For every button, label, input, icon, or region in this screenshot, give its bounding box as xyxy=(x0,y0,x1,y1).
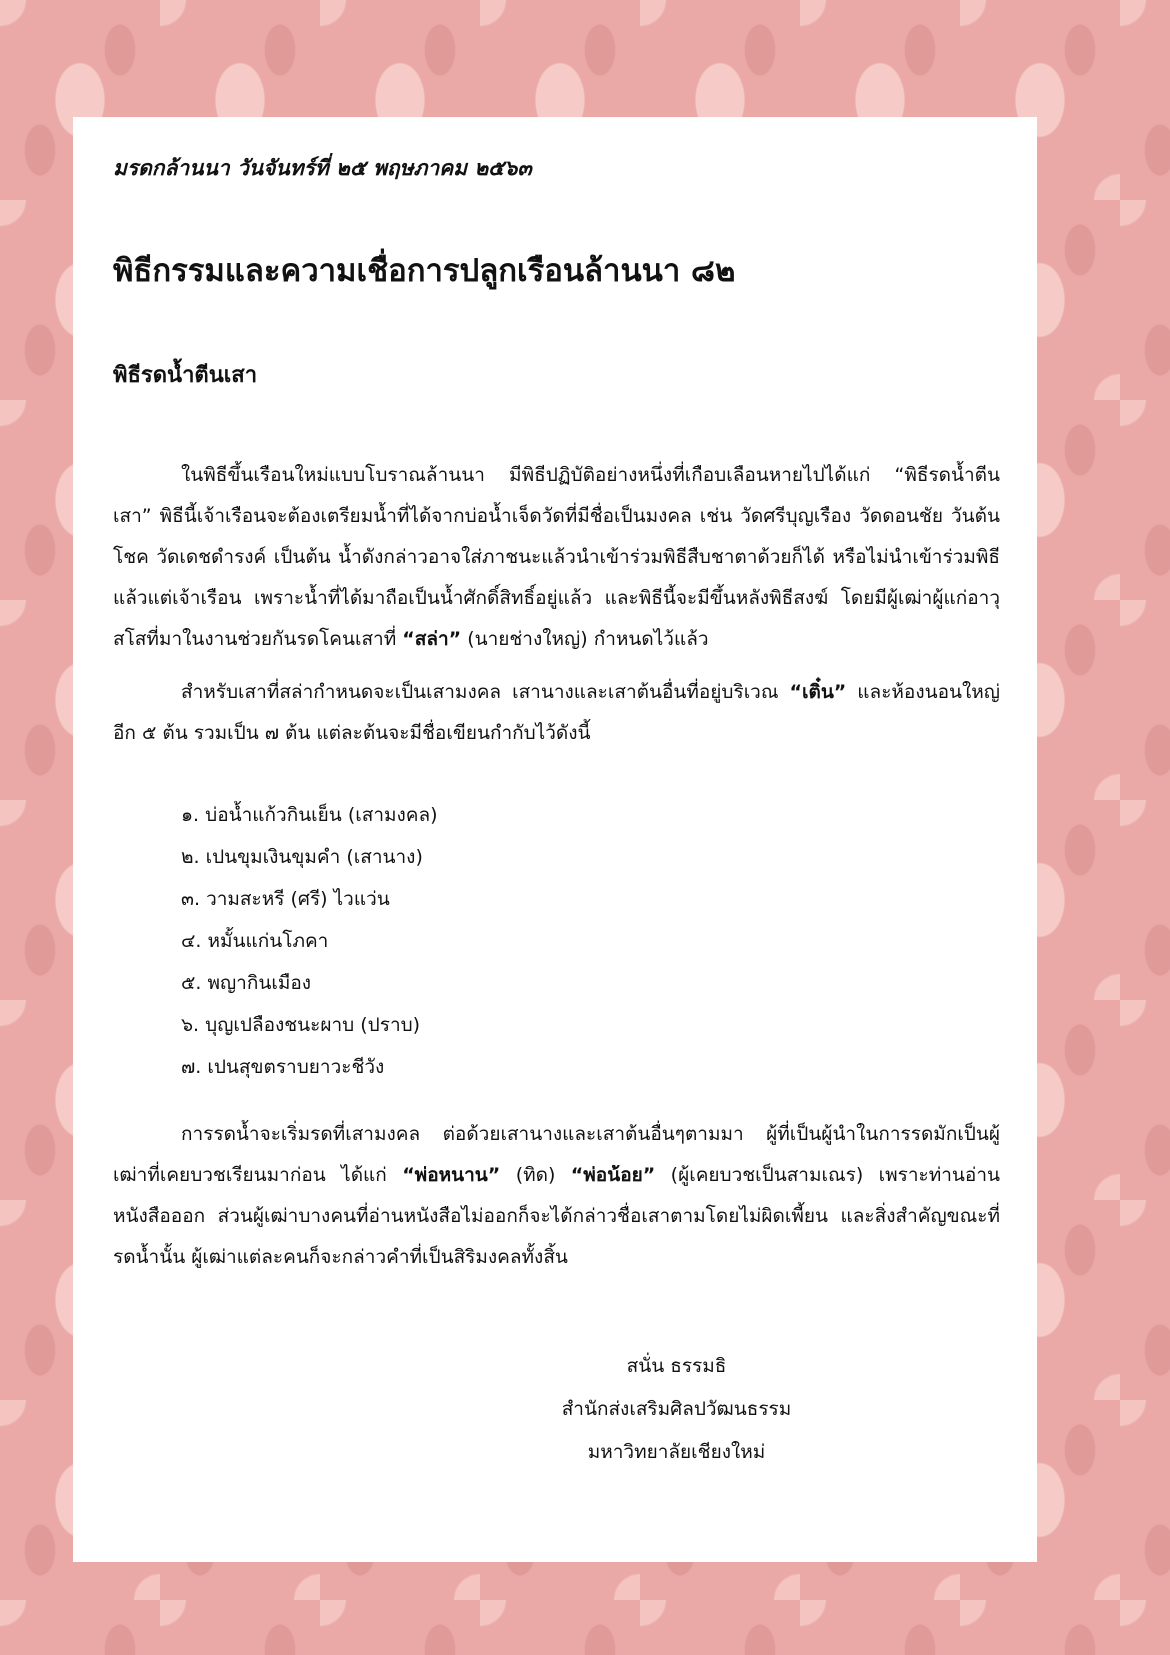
text: ในพิธีขึ้นเรือนใหม่แบบโบราณล้านนา มีพิธีปฏิบัติอย่างหนึ่งที่เกือบเลือนหายไปได้แก่ “พิธีรดน้ำตีนเสา” พิธีนี้เจ้าเรือนจะต้องเตรียมน้ำที่ได้จากบ่อน้ำเจ็ดวัดที่มีชื่อเป็นมงคล เช่น วัดศรีบุญเรือง วัดดอนชัย วันต้นโชค วัดเดชดำรงค์ เป็นต้น น้ำดังกล่าวอาจใส่ภาชนะแล้วนำเข้าร่วมพิธีสืบชาตาด้วยก็ได้ หรือไม่นำเข้าร่วมพิธีแล้วแต่เจ้าเรือน เพราะน้ำที่ได้มาถือเป็นน้ำศักดิ์สิทธิ์อยู่แล้ว และพิธีนี้จะมีขึ้นหลังพิธีสงฆ์ โดยมีผู้เฒ่าผู้แก่อาวุสโสที่มาในงานช่วยกันรดโคนเสาที่ xyxy=(113,464,1000,650)
bold-term: “เติ๋น” xyxy=(789,681,847,703)
list-item: ๑. บ่อน้ำแก้วกินเย็น (เสามงคล) xyxy=(181,804,438,826)
bold-term: “พ่อน้อย” xyxy=(570,1164,656,1186)
paragraph-2 xyxy=(113,672,1000,754)
list-item: ๖. บุญเปลืองชนะผาบ (ปราบ) xyxy=(181,1014,421,1036)
text: และห้องนอนใหญ่อีก ๕ ต้น รวมเป็น ๗ ต้น แต่ละต้นจะมีชื่อเขียนกำกับไว้ดังนี้ xyxy=(113,681,1000,744)
paragraph-1 xyxy=(113,455,1000,660)
list-item: ๗. เปนสุขตราบยาวะชีวัง xyxy=(181,1056,385,1078)
bold-term: “พ่อหนาน” xyxy=(402,1164,501,1186)
author-name: สนั่น ธรรมธิ xyxy=(626,1355,727,1377)
text: (ทิด) xyxy=(500,1164,571,1186)
paragraph-3 xyxy=(113,1114,1000,1278)
list-item: ๔. หมั้นแก่นโภคา xyxy=(181,930,329,952)
section-heading: พิธีรดน้ำตีนเสา xyxy=(113,363,258,388)
text: (นายช่างใหญ่) กำหนดไว้แล้ว xyxy=(461,628,709,650)
author-university: มหาวิทยาลัยเชียงใหม่ xyxy=(587,1441,766,1463)
article-title: พิธีกรรมและความเชื่อการปลูกเรือนล้านนา ๘๒ xyxy=(113,253,736,289)
bold-term: “สล่า” xyxy=(402,628,462,650)
text: (ผู้เคยบวชเป็นสามเณร) เพราะท่านอ่านหนังสือออก ส่วนผู้เฒ่าบางคนที่อ่านหนังสือไม่ออกก็จะได้กล่าวชื่อเสาตามโดยไม่ผิดเพี้ยน และสิ่งสำคัญขณะที่รดน้ำนั้น ผู้เฒ่าแต่ละคนก็จะกล่าวคำที่เป็นสิริมงคลทั้งสิ้น xyxy=(113,1164,1000,1268)
pillar-list xyxy=(181,794,438,1088)
dateline: มรดกล้านนา วันจันทร์ที่ ๒๕ พฤษภาคม ๒๕๖๓ xyxy=(113,156,532,180)
text: สำหรับเสาที่สล่ากำหนดจะเป็นเสามงคล เสานางและเสาต้นอื่นที่อยู่บริเวณ xyxy=(181,681,790,703)
author-office: สำนักส่งเสริมศิลปวัฒนธรรม xyxy=(561,1398,792,1420)
list-item: ๕. พญากินเมือง xyxy=(181,972,312,994)
document-page xyxy=(73,117,1037,1562)
text: การรดน้ำจะเริ่มรดที่เสามงคล ต่อด้วยเสานางและเสาต้นอื่นๆตามมา ผู้ที่เป็นผู้นำในการรดมักเป็นผู้เฒ่าที่เคยบวชเรียนมาก่อน ได้แก่ xyxy=(113,1123,1000,1186)
list-item: ๒. เปนขุมเงินขุมคำ (เสานาง) xyxy=(181,846,423,868)
signature-block xyxy=(113,1345,1000,1474)
list-item: ๓. วามสะหรี (ศรี) ไวแว่น xyxy=(181,888,390,910)
